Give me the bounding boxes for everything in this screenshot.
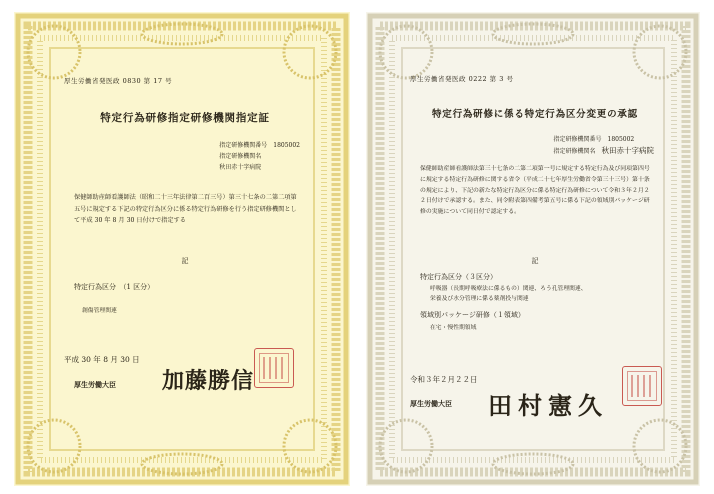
category-item-2: 栄養及び水分管理に係る薬剤投与関連	[430, 296, 529, 302]
category-label: 特定行為区分 （1 区分）	[74, 283, 155, 291]
institution-name: 秋田赤十字病院	[219, 164, 262, 171]
certificate-body: 保健師助産師看護師法（昭和二十三年法律第二百三号）第三十七条の二第二項第五号に規定する下記の特定行為区分に係る特定行為研修を行う指定研修機関として平成 30 年 8 月 30 日付けで指定する	[74, 194, 297, 224]
ki-heading: 記	[181, 257, 189, 265]
institution-name-label: 指定研修機関名	[553, 148, 596, 155]
institution-number: 1805002	[607, 136, 635, 143]
institution-number: 1805002	[273, 142, 300, 149]
certificate-category-change	[366, 12, 700, 486]
minister-signature: 加藤勝信	[162, 368, 255, 394]
certificate-designation	[14, 12, 350, 486]
category-item-1: 呼吸器（長期呼吸療法に係るもの）関連、ろう孔管理関連、	[430, 286, 587, 292]
ki-heading: 記	[531, 257, 539, 265]
issue-date: 平成 30 年 8 月 30 日	[64, 355, 140, 364]
institution-name: 秋田赤十字病院	[601, 146, 654, 155]
minister-label: 厚生労働大臣	[410, 399, 452, 408]
minister-label: 厚生労働大臣	[74, 380, 116, 389]
institution-info	[553, 134, 654, 157]
certificate-title: 特定行為研修に係る特定行為区分変更の承認	[431, 109, 638, 120]
official-seal	[254, 348, 294, 388]
document-number: 厚生労働省発医政 0222 第 3 号	[410, 75, 514, 83]
certificate-title: 特定行為研修指定研修機関指定証	[100, 112, 270, 124]
package-label: 領域別パッケージ研修（１領域）	[420, 311, 525, 319]
institution-number-label: 指定研修機関番号	[553, 136, 602, 143]
minister-signature: 田村憲久	[488, 391, 608, 420]
package-item: 在宅・慢性期領域	[430, 325, 477, 331]
issue-date: 令和３年２月２２日	[410, 375, 478, 384]
category-item: 創傷管理関連	[82, 308, 117, 314]
institution-info	[219, 140, 300, 173]
institution-number-label: 指定研修機関番号	[219, 142, 268, 149]
institution-name-label: 指定研修機関名	[219, 153, 262, 160]
document-number: 厚生労働省発医政 0830 第 17 号	[64, 77, 173, 85]
official-seal	[622, 366, 662, 406]
category-label: 特定行為区分（３区分）	[420, 273, 497, 281]
certificate-body: 保健師助産師看護師法第三十七条の二第二項第一号に規定する特定行為及び同項第四号に規定する特定行為研修に関する省令（平成二十七年厚生労働省令第三十三号）第十条の規定により、下記の新たな特定行為区分に係る特定行為研修について令和３年２月２２日付けで承認する。また、同令附表第四備考第五号に係る下記の領域別パッケージ研修の実施について同日付で認定する。	[420, 166, 650, 216]
